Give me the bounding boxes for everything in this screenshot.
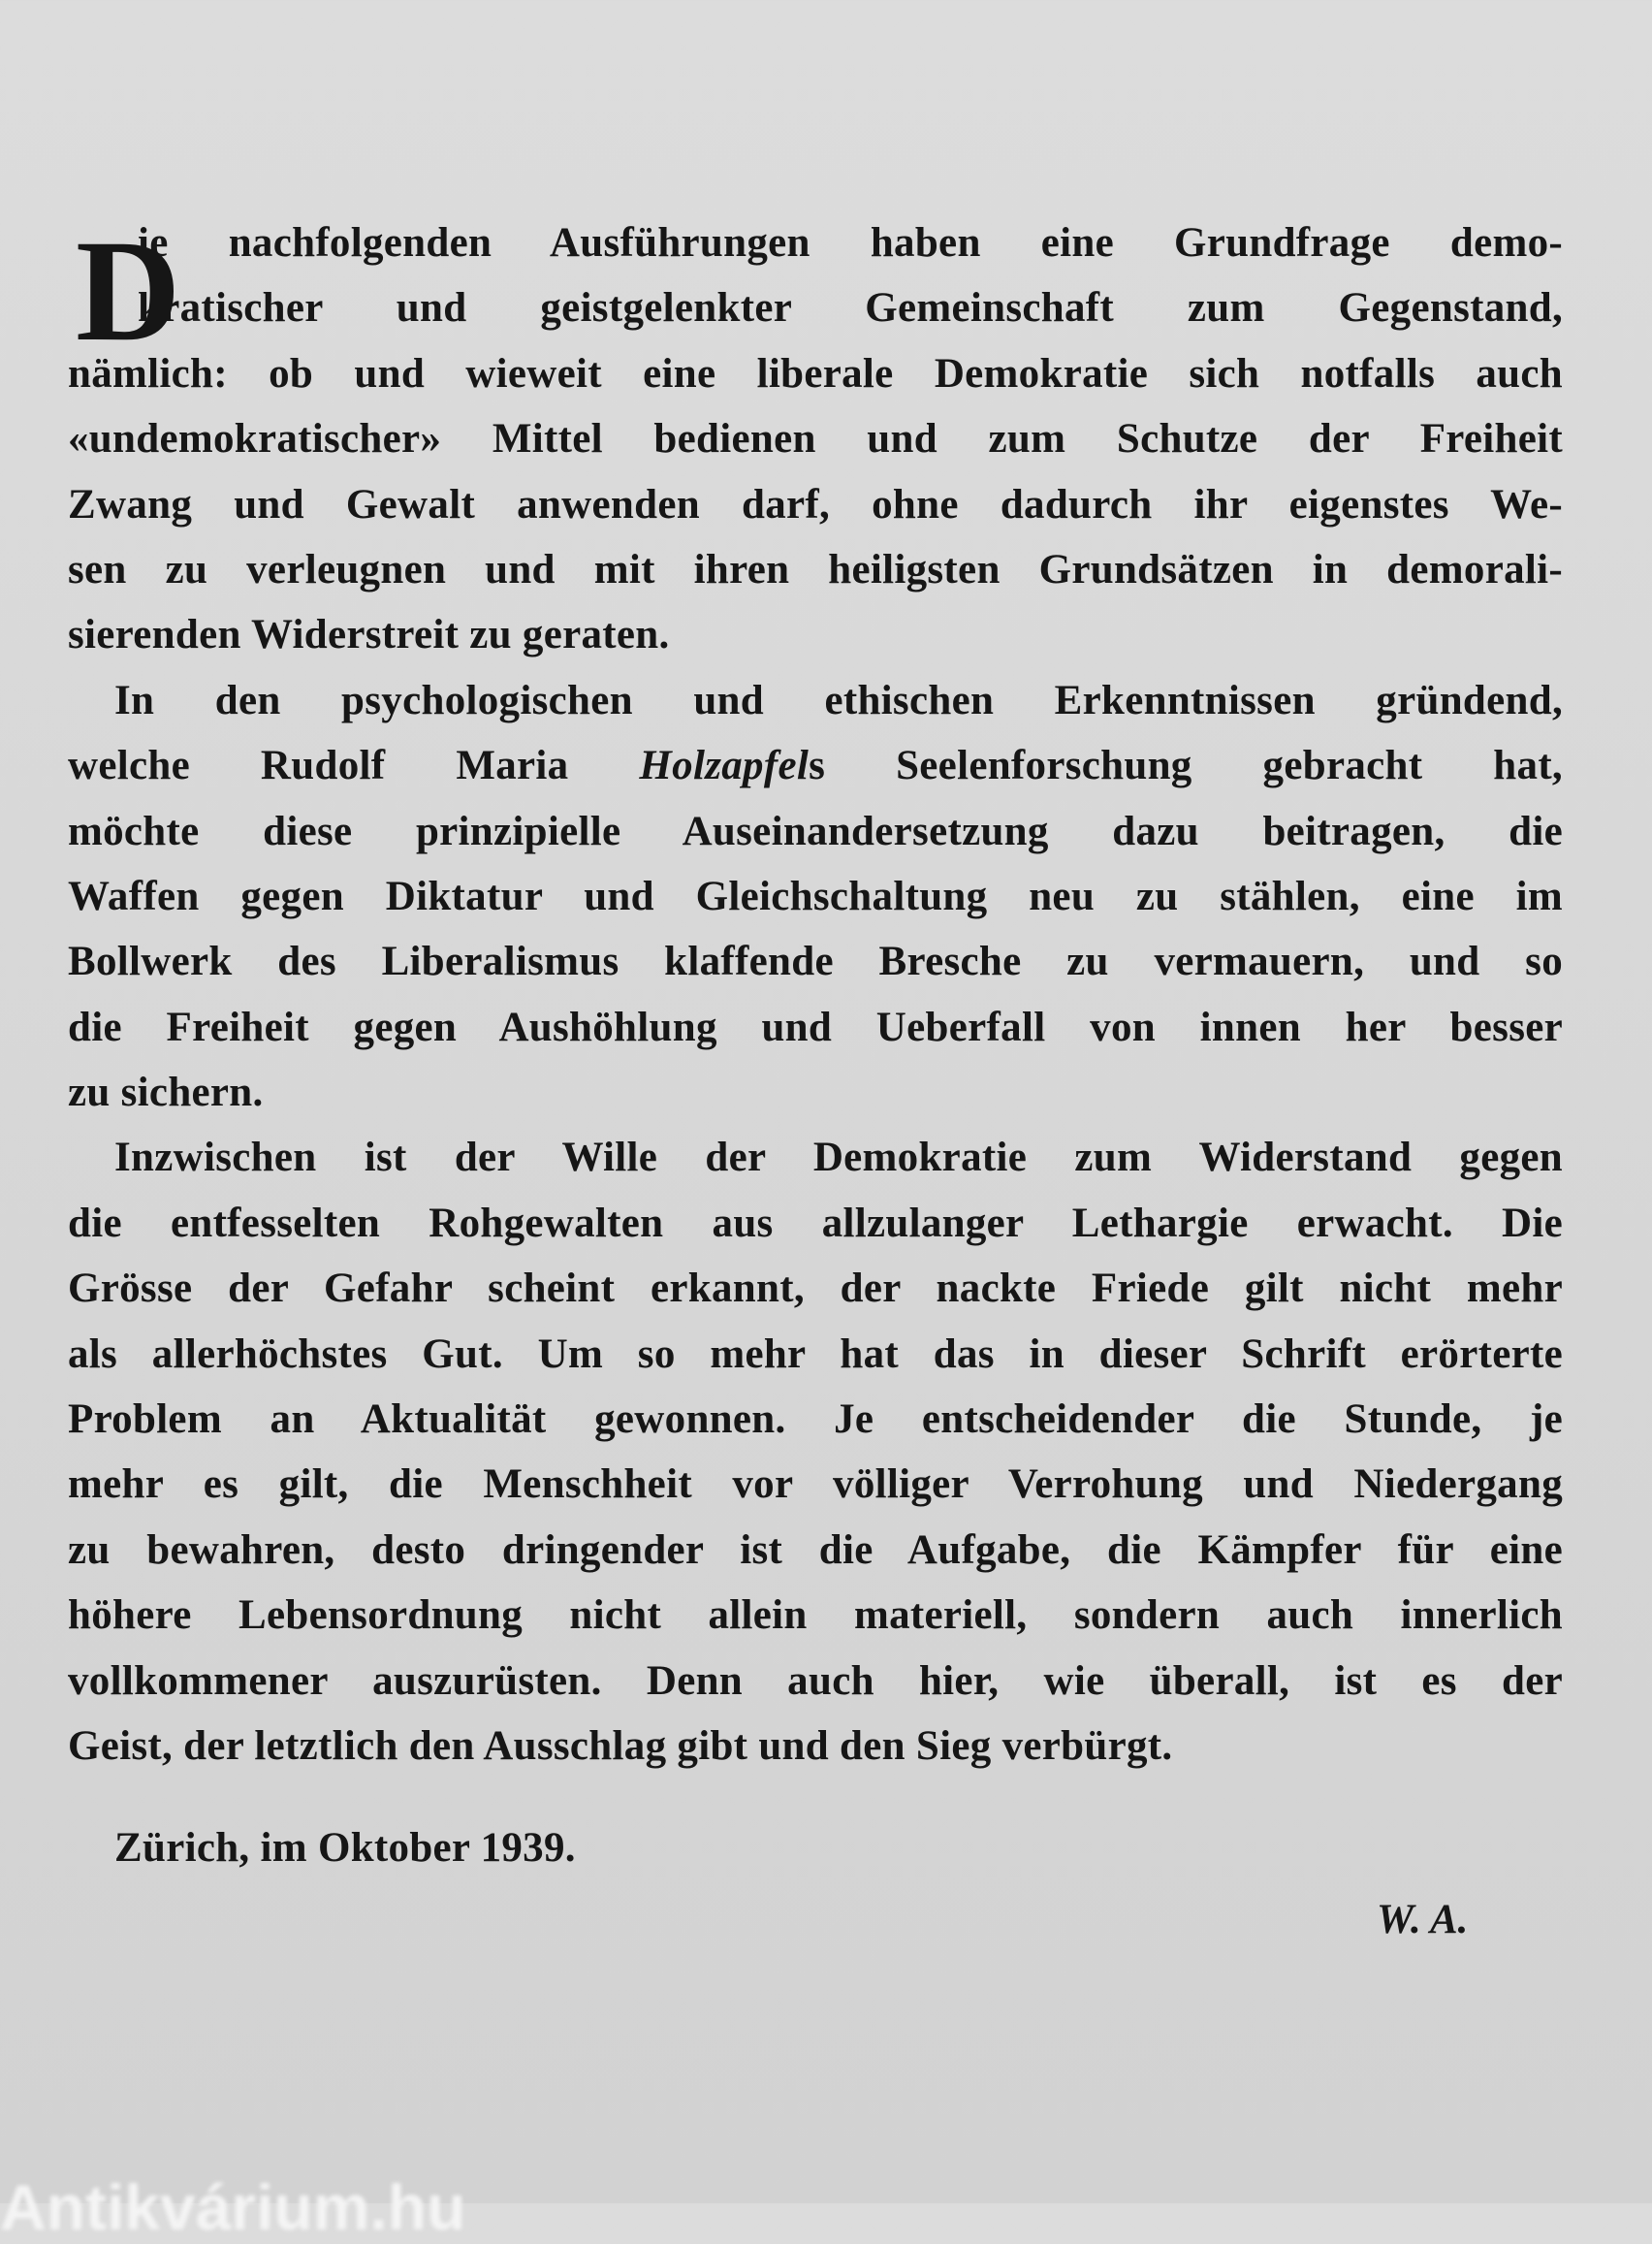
text-line: «undemokratischer» Mittel bedienen und zum Schutze der Freiheit	[68, 416, 1563, 463]
text-segment: welche Rudolf Maria	[68, 743, 640, 789]
text-line: vollkommener auszurüsten. Denn auch hier, wie überall, ist es der	[68, 1657, 1563, 1704]
text-line: Inzwischen ist der Wille der Demokratie zum Widerstand gegen	[114, 1135, 1563, 1181]
text-line: die entfesselten Rohgewalten aus allzulanger Lethargie erwacht. Die	[68, 1200, 1563, 1246]
drop-cap: D	[76, 210, 181, 371]
text-line: sierenden Widerstreit zu geraten.	[68, 612, 670, 658]
text-line: möchte diese prinzipielle Auseinandersetzung dazu beitragen, die	[68, 808, 1563, 854]
text-line: als allerhöchstes Gut. Um so mehr hat das in dieser Schrift erörterte	[68, 1330, 1563, 1377]
text-line: Bollwerk des Liberalismus klaffende Bresche zu vermauern, und so	[68, 939, 1563, 985]
preface-text	[68, 210, 1563, 1881]
text-line: Waffen gegen Diktatur und Gleichschaltung neu zu stählen, eine im	[68, 873, 1563, 919]
text-line: kratischer und geistgelenkter Gemeinschaft zum Gegenstand,	[138, 285, 1563, 332]
watermark: Antikvárium.hu	[0, 2171, 466, 2243]
text-line: mehr es gilt, die Menschheit vor völliger Verrohung und Niedergang	[68, 1461, 1563, 1508]
text-line: nämlich: ob und wieweit eine liberale Demokratie sich notfalls auch	[68, 350, 1563, 397]
dateline: Zürich, im Oktober 1939.	[114, 1825, 576, 1872]
text-segment: s Seelenforschung gebracht hat,	[809, 743, 1563, 789]
text-line: Zwang und Gewalt anwenden darf, ohne dadurch ihr eigenstes We-	[68, 481, 1563, 528]
text-line: die Freiheit gegen Aushöhlung und Ueberfall von innen her besser	[68, 1004, 1563, 1050]
text-line: höhere Lebensordnung nicht allein materiell, sondern auch innerlich	[68, 1592, 1563, 1639]
text-line: Problem an Aktualität gewonnen. Je entscheidender die Stunde, je	[68, 1396, 1563, 1443]
text-line	[68, 733, 1563, 798]
text-line: In den psychologischen und ethischen Erkenntnissen gründend,	[114, 677, 1563, 723]
paragraph-3	[68, 1125, 1563, 1779]
text-line: Geist, der letztlich den Ausschlag gibt und den Sieg verbürgt.	[68, 1722, 1173, 1769]
text-line: ie nachfolgenden Ausführungen haben eine Grundfrage demo-	[138, 220, 1563, 266]
paragraph-2	[68, 668, 1563, 1126]
author-name-italic: Holzapfel	[639, 743, 810, 789]
text-line: zu sichern.	[68, 1070, 264, 1116]
text-line: Grösse der Gefahr scheint erkannt, der nackte Friede gilt nicht mehr	[68, 1266, 1563, 1312]
signature: W. A.	[1377, 1897, 1469, 1942]
paragraph-1	[68, 210, 1563, 668]
text-line: sen zu verleugnen und mit ihren heiligsten Grundsätzen in demorali-	[68, 546, 1563, 593]
text-line: zu bewahren, desto dringender ist die Aufgabe, die Kämpfer für eine	[68, 1526, 1563, 1573]
